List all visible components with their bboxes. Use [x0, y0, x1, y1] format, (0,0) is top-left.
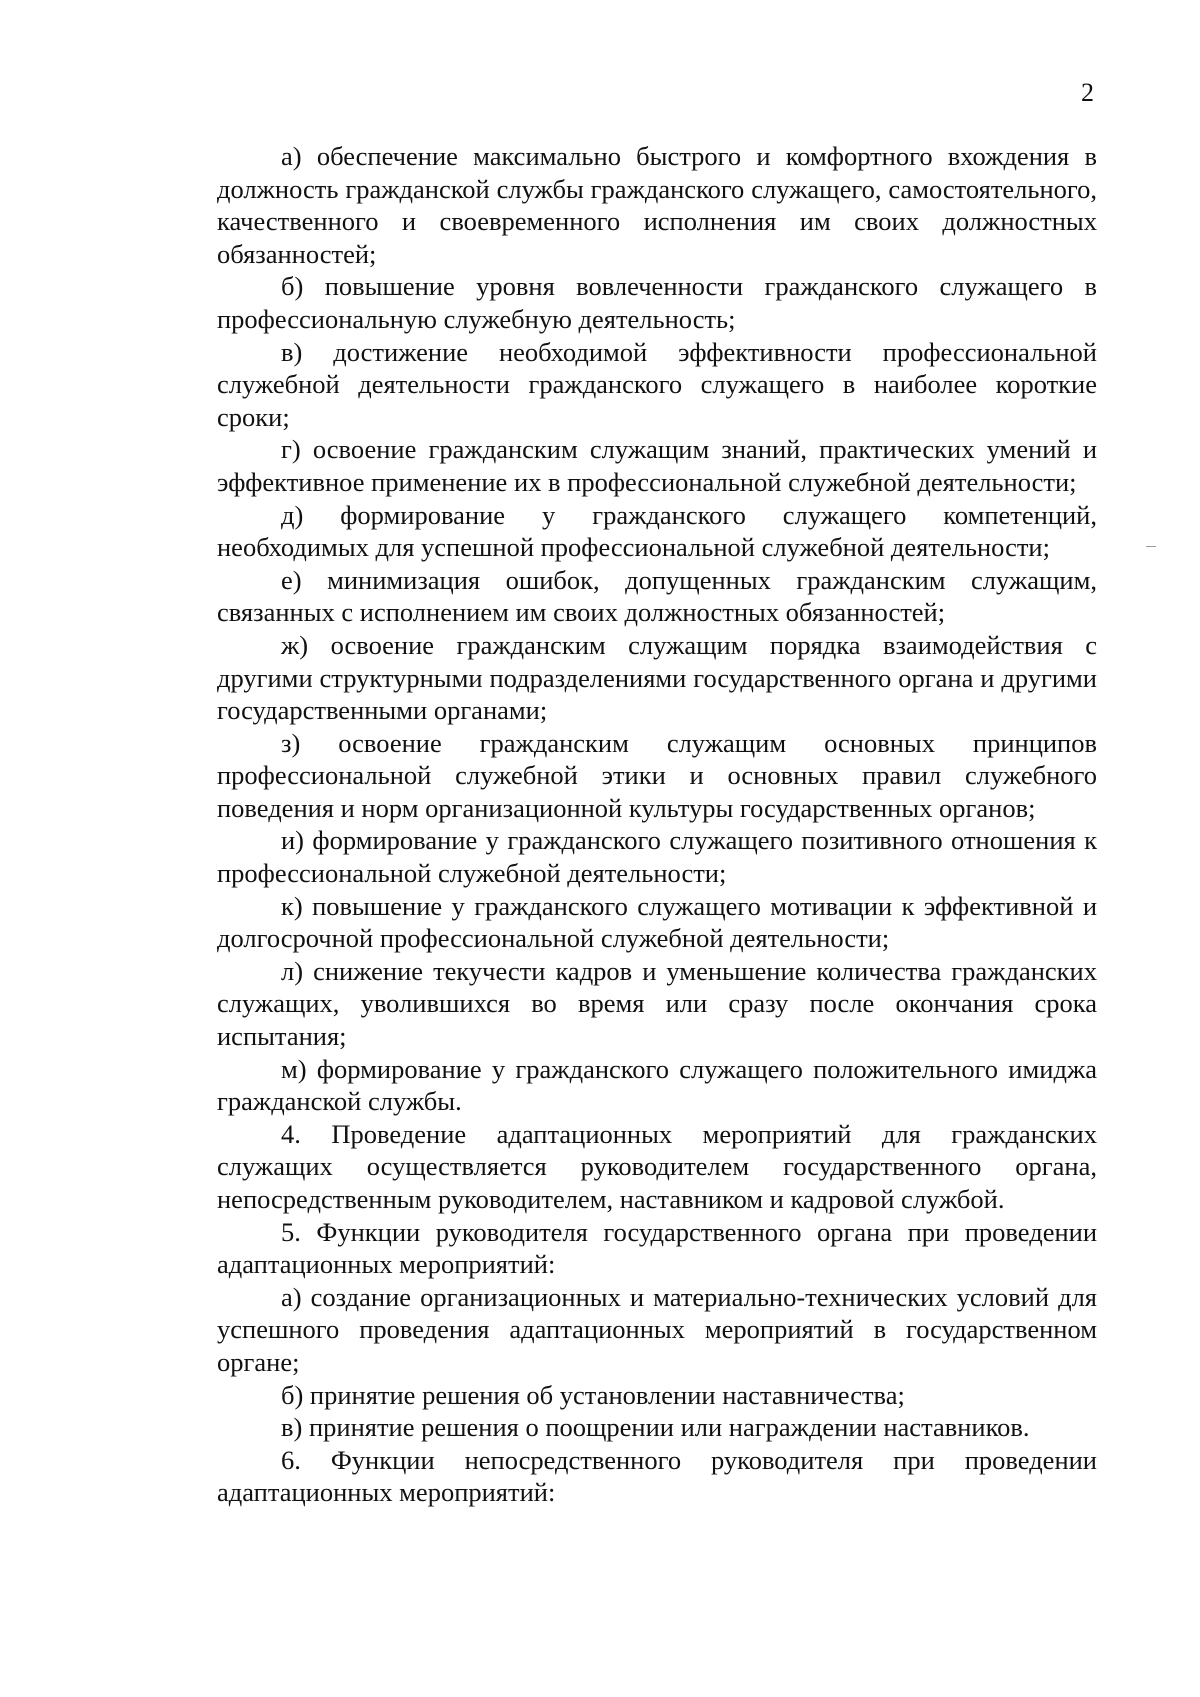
paragraph-5b-mentoring-decision: б) принятие решения об установлении наставничества; [281, 1379, 905, 1410]
paragraph-v-efficiency: в) достижение необходимой эффективности профессиональной служебной деятельности гражданского служащего в наиболее короткие сроки; [217, 336, 1097, 432]
paragraph-5v-mentor-rewards: в) принятие решения о поощрении или награждении наставников. [281, 1412, 1030, 1443]
paragraph-i-attitude: и) формирование у гражданского служащего позитивного отношения к профессиональной служебной деятельности; [217, 825, 1097, 889]
paragraph-d-competencies: д) формирование у гражданского служащего компетенций, необходимых для успешной профессиональной служебной деятельности; [217, 499, 1097, 563]
paragraph-4-responsible-parties: 4. Проведение адаптационных мероприятий для гражданских служащих осуществляется руководителем государственного органа, непосредственным руководителем, наставником и кадровой службой. [217, 1118, 1097, 1214]
paragraph-m-image: м) формирование у гражданского служащего положительного имиджа гражданской службы. [217, 1053, 1097, 1117]
paragraph-5-head-functions: 5. Функции руководителя государственного органа при проведении адаптационных мероприятий: [217, 1216, 1097, 1280]
paragraph-k-motivation: к) повышение у гражданского служащего мотивации к эффективной и долгосрочной профессиональной служебной деятельности; [217, 890, 1097, 954]
page-number: 2 [1081, 78, 1094, 107]
paragraph-e-error-minimization: е) минимизация ошибок, допущенных гражданским служащим, связанных с исполнением им своих должностных обязанностей; [217, 564, 1097, 628]
paragraph-z-ethics: з) освоение гражданским служащим основных принципов профессиональной служебной этики и основных правил служебного поведения и норм организационной культуры государственных органов; [217, 727, 1097, 823]
paragraph-a-adaptation-goal: а) обеспечение максимально быстрого и комфортного вхождения в должность гражданской службы гражданского служащего, самостоятельного, качественного и своевременного исполнения им своих должностных обязанностей; [217, 141, 1097, 269]
paragraph-zh-interaction: ж) освоение гражданским служащим порядка взаимодействия с другими структурными подразделениями государственного органа и другими государственными органами; [217, 629, 1097, 726]
paragraph-l-turnover: л) снижение текучести кадров и уменьшение количества гражданских служащих, уволившихся во время или сразу после окончания срока испытания; [217, 955, 1097, 1052]
paragraph-5a-conditions: а) создание организационных и материально-технических условий для успешного проведения адаптационных мероприятий в государственном органе; [217, 1281, 1097, 1377]
document-body [217, 140, 1097, 1509]
paragraph-b-engagement: б) повышение уровня вовлеченности гражданского служащего в профессиональную служебную деятельность; [217, 271, 1097, 334]
paragraph-g-knowledge: г) освоение гражданским служащим знаний, практических умений и эффективное применение их в профессиональной служебной деятельности; [217, 434, 1097, 497]
scan-artifact-mark [1146, 546, 1156, 547]
paragraph-6-manager-functions: 6. Функции непосредственного руководителя при проведении адаптационных мероприятий: [217, 1444, 1097, 1508]
